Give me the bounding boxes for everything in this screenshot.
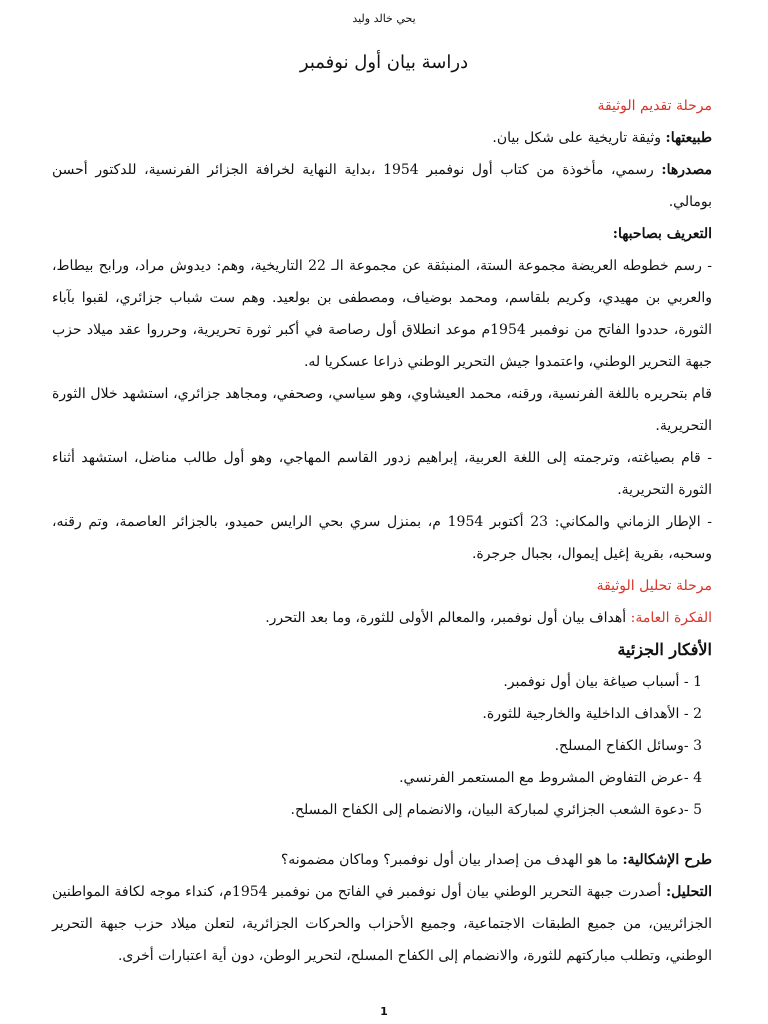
author-name: يحي خالد وليد [352,12,416,25]
list-item: 4 -عرض التفاوض المشروط مع المستعمر الفرنسي. [399,770,702,786]
nature-label: طبيعتها: [665,130,712,146]
problem-label: طرح الإشكالية: [622,852,712,868]
problem-line [52,844,712,876]
spacer [52,826,712,844]
partial-ideas-heading: الأفكار الجزئية [617,640,712,659]
main-idea-label: الفكرة العامة: [630,610,712,626]
stage2-heading: مرحلة تحليل الوثيقة [596,578,712,594]
list-item: 5 -دعوة الشعب الجزائري لمباركة البيان، والانضمام إلى الكفاح المسلح. [290,802,702,818]
owner-paragraph-1: - رسم خطوطه العريضة مجموعة الستة، المنبثقة عن مجموعة الـ 22 التاريخية، وهم: ديدوش مراد، ورابح بيطاط، والعربي بن مهيدي، وكريم بلقاسم، ومحمد بوضياف، ومصطفى بن بولعيد. وهم ست شباب جزائري، لقبوا بآباء الثورة، حددوا الفاتح من نوفمبر 1954م موعد انطلاق أول رصاصة في أكبر ثورة تحريرية، وحرروا عقد ميلاد حزب جبهة التحرير الوطني، واعتمدوا جيش التحرير الوطني ذراعا عسكريا له. [52,258,712,370]
page-title: دراسة بيان أول نوفمبر [299,52,469,73]
list-item: 3 -وسائل الكفاح المسلح. [554,738,702,754]
analysis-line [52,876,712,972]
stage1-heading: مرحلة تقديم الوثيقة [597,98,712,114]
sources-label: مصدرها: [661,162,712,178]
analysis-label: التحليل: [665,884,713,900]
list-item: 1 - أسباب صياغة بيان أول نوفمبر. [503,674,702,690]
nature-line [52,122,712,154]
analysis-text: أصدرت جبهة التحرير الوطني بيان أول نوفمبر في الفاتح من نوفمبر 1954م، كنداء موجه لكافة المواطنين الجزائريين، من جميع الطبقات الاجتماعية، وجميع الأحزاب والحركات الجزائرية، لتعلن ميلاد حزب جبهة التحرير الوطني، وتطلب مباركتهم للثورة، والانضمام إلى الكفاح المسلح، لتحرير الوطن، دون أية اعتبارات أخرى. [52,884,712,964]
main-idea-line [52,602,712,634]
owner-paragraph-2: قام بتحريره باللغة الفرنسية، ورقنه، محمد العيشاوي، وهو سياسي، وصحفي، ومجاهد جزائري، استشهد خلال الثورة التحريرية. [52,386,712,434]
owner-heading: التعريف بصاحبها: [612,226,712,242]
owner-paragraph-3: - قام بصياغته، وترجمته إلى اللغة العربية، إبراهيم زدور القاسم المهاجي، وهو أول طالب مناضل، استشهد أثناء الثورة التحريرية. [52,450,712,498]
list-item: 2 - الأهداف الداخلية والخارجية للثورة. [482,706,702,722]
main-idea-text: أهداف بيان أول نوفمبر، والمعالم الأولى للثورة، وما بعد التحرر. [265,610,631,626]
owner-paragraph-4: - الإطار الزماني والمكاني: 23 أكتوبر 1954 م، بمنزل سري بحي الرايس حميدو، بالجزائر العاصمة، وتم رقنه، وسحبه، بقرية إغيل إيموال، بجبال جرجرة. [52,514,712,562]
page-number: 1 [380,1005,388,1018]
document-body [52,90,712,972]
partial-ideas-list [52,666,712,826]
sources-text: رسمي، مأخوذة من كتاب أول نوفمبر 1954 ،بداية النهاية لخرافة الجزائر الفرنسية، للدكتور أحسن بومالي. [52,162,712,210]
problem-text: ما هو الهدف من إصدار بيان أول نوفمبر؟ وماكان مضمونه؟ [280,852,623,868]
nature-text: وثيقة تاريخية على شكل بيان. [492,130,666,146]
sources-line [52,154,712,218]
